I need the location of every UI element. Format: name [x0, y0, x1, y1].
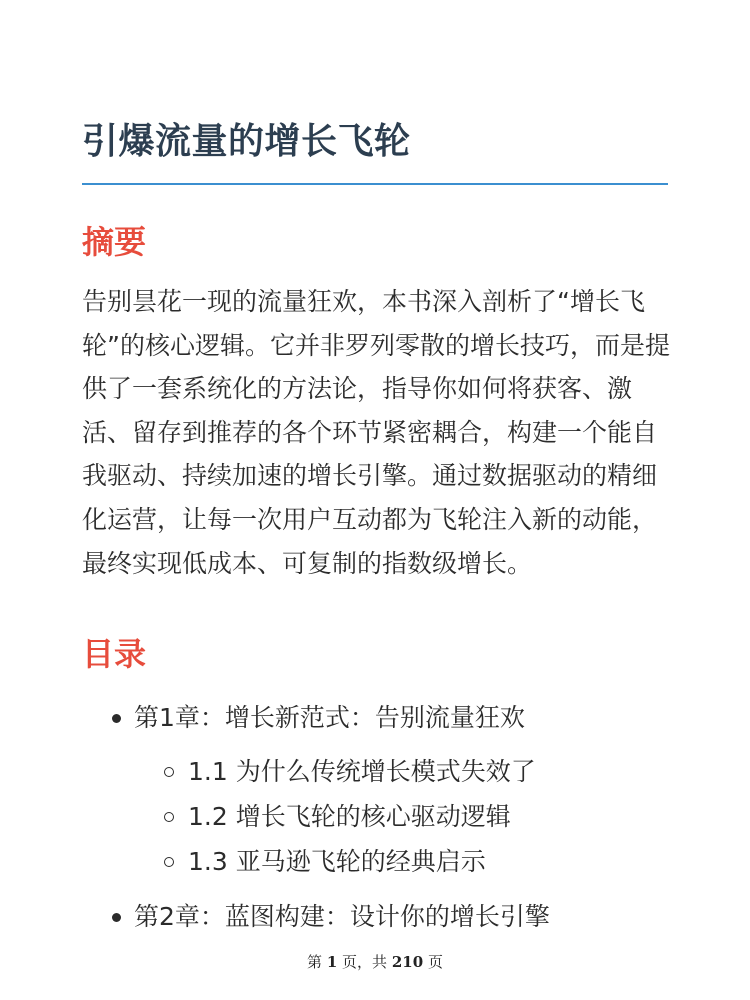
bullet-disc-icon	[112, 913, 121, 922]
abstract-heading: 摘要	[82, 223, 147, 261]
footer-prefix: 第	[307, 953, 323, 971]
book-title: 引爆流量的增长飞轮	[82, 121, 411, 162]
toc-chapter-label: 第1章：增长新范式：告别流量狂欢	[134, 703, 525, 732]
toc-heading: 目录	[82, 635, 147, 673]
bullet-circle-icon	[164, 767, 174, 777]
toc-section-1-1	[188, 754, 536, 790]
page-footer	[0, 950, 750, 974]
toc-section-label: 1.2 增长飞轮的核心驱动逻辑	[188, 802, 511, 831]
toc-section-1-2	[188, 799, 511, 835]
toc-section-label: 1.1 为什么传统增长模式失效了	[188, 757, 536, 786]
current-page-number: 1	[326, 953, 338, 971]
abstract-body: 告别昙花一现的流量狂欢，本书深入剖析了“增长飞轮”的核心逻辑。它并非罗列零散的增长技巧，而是提供了一套系统化的方法论，指导你如何将获客、激活、留存到推荐的各个环节紧密耦合，构建一个能自我驱动、持续加速的增长引擎。通过数据驱动的精细化运营，让每一次用户互动都为飞轮注入新的动能，最终实现低成本、可复制的指数级增长。	[82, 287, 670, 578]
toc-section-1-3	[188, 844, 486, 880]
footer-middle: 页，共	[342, 953, 388, 971]
bullet-circle-icon	[164, 857, 174, 867]
toc-chapter-label: 第2章：蓝图构建：设计你的增长引擎	[134, 902, 550, 931]
footer-suffix: 页	[427, 953, 443, 971]
bullet-circle-icon	[164, 812, 174, 822]
toc-chapter-1	[134, 700, 525, 736]
bullet-disc-icon	[112, 714, 121, 723]
total-page-count: 210	[391, 953, 424, 971]
toc-section-label: 1.3 亚马逊飞轮的经典启示	[188, 847, 486, 876]
toc-chapter-2	[134, 899, 550, 935]
